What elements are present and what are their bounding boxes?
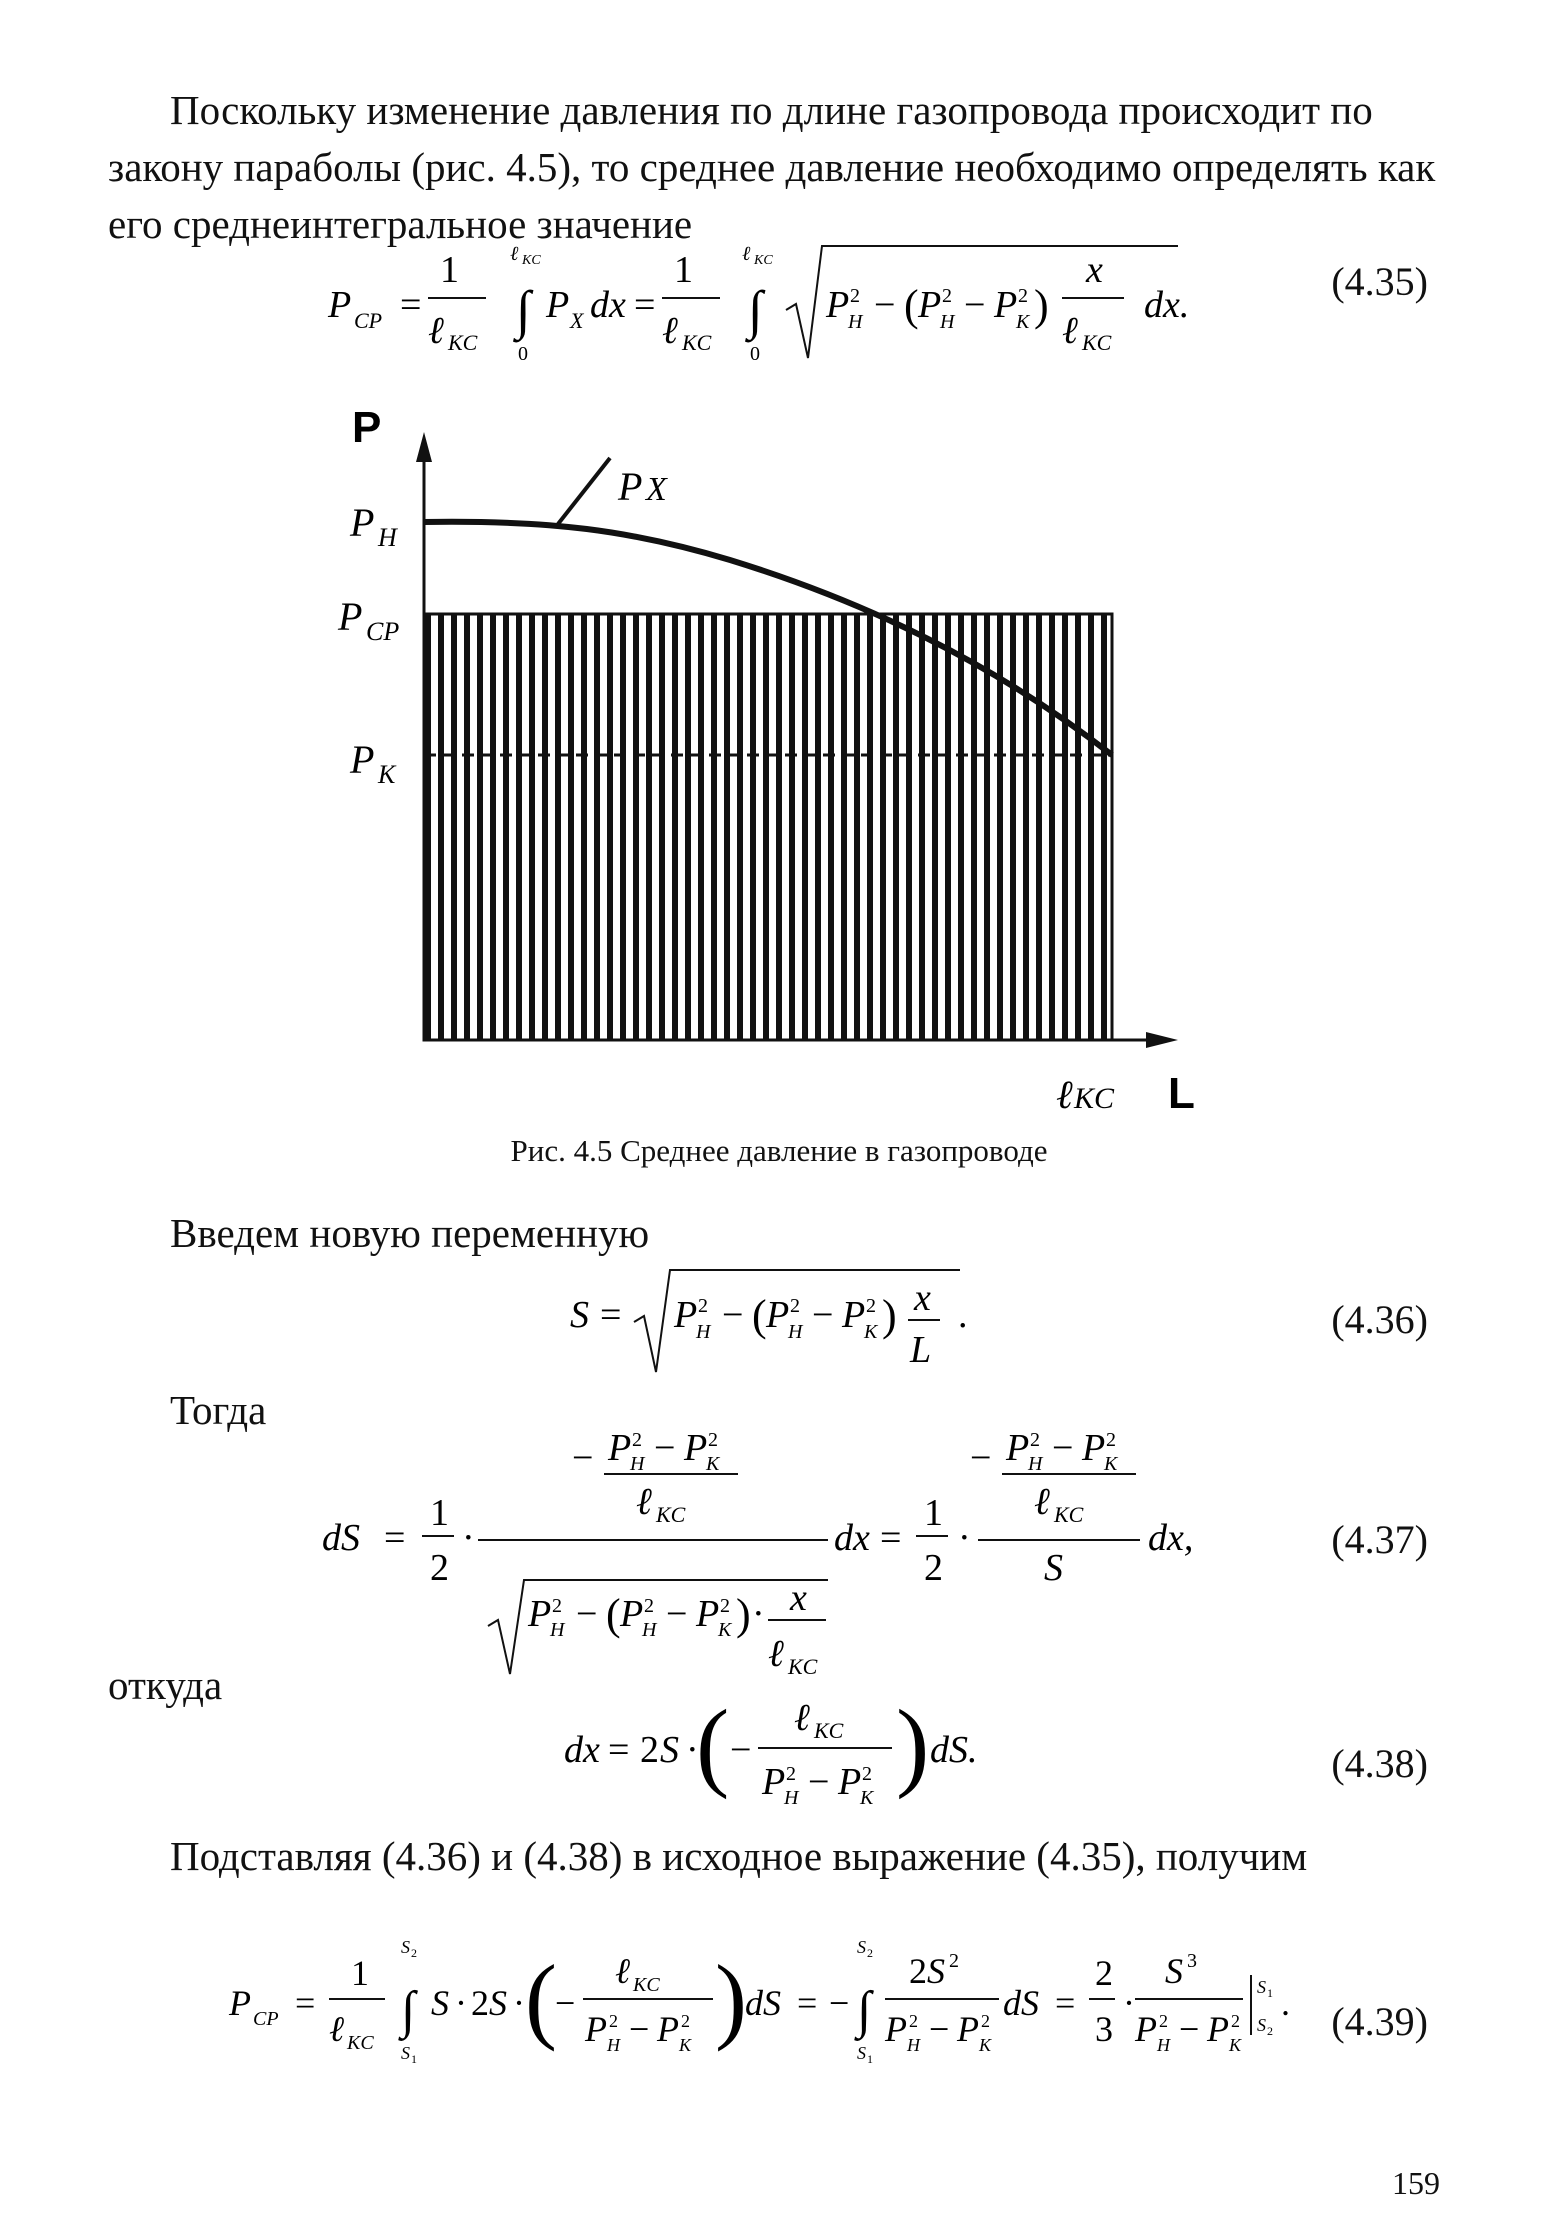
svg-text:P: P [229,1983,251,2023]
svg-text:−: − [666,1593,688,1635]
svg-text:P: P [528,1593,552,1635]
svg-text:∫: ∫ [748,280,763,340]
svg-text:S: S [1257,2015,1266,2035]
svg-text:2: 2 [1231,2011,1240,2031]
svg-text:1: 1 [674,249,693,291]
svg-text:P: P [585,2009,607,2049]
svg-text:P: P [838,1761,862,1803]
svg-text:S: S [401,2043,410,2063]
svg-text:−: − [812,1294,834,1336]
svg-text:P: P [826,284,850,326]
svg-text:P: P [1082,1430,1106,1469]
svg-text:P: P [1207,2009,1229,2049]
svg-text:dS: dS [1003,1983,1039,2023]
svg-text:1: 1 [440,249,459,291]
svg-text:−: − [572,1437,594,1479]
svg-text:−: − [1179,2009,1200,2049]
svg-text:=: = [295,1983,316,2023]
svg-text:ℓ: ℓ [329,2009,344,2049]
svg-text:·: · [455,1983,467,2023]
label-px-sub: X [646,471,667,508]
label-pcp: P [338,594,363,639]
paragraph-intro: Поскольку изменение давления по длине газопровода происходит по закону параболы (рис. 4.5), то среднее давление необходимо определять как его среднеинтегральное значение [108,87,1436,247]
svg-text:K: K [864,1321,878,1343]
svg-text:dx: dx [564,1729,600,1771]
svg-text:−: − [629,2009,650,2049]
svg-text:KC: KC [656,1502,686,1527]
svg-text:S: S [431,1983,449,2023]
paragraph-substituting: Подставляя (4.36) и (4.38) в исходное выражение (4.35), получим [170,1833,1308,1879]
svg-text:=: = [880,1517,902,1559]
equation-number-4-36: (4.36) [1331,1297,1428,1342]
svg-text:P: P [766,1294,790,1336]
svg-text:K: K [718,1619,732,1641]
svg-text:1: 1 [1267,1986,1273,2000]
svg-text:=: = [608,1729,630,1771]
svg-text:dx: dx [590,284,626,326]
equation-number-4-38: (4.38) [1331,1741,1428,1786]
svg-text:S: S [927,1951,945,1991]
svg-text:2: 2 [981,2011,990,2031]
svg-text:1: 1 [867,2052,873,2066]
label-lkc: ℓ [1056,1072,1073,1117]
y-axis-arrow [416,432,432,462]
svg-text:S: S [1044,1547,1063,1589]
svg-text:dS.: dS. [930,1729,978,1771]
svg-text:K: K [860,1787,874,1809]
svg-text:S: S [570,1294,589,1336]
svg-text:P: P [1135,2009,1157,2049]
svg-text:KC: KC [448,330,478,355]
svg-text:=: = [797,1983,818,2023]
svg-text:S: S [660,1729,679,1771]
svg-text:): ) [736,1590,751,1639]
paragraph-new-variable: Введем новую переменную [170,1210,650,1256]
svg-text:2: 2 [430,1547,449,1589]
svg-text:−: − [964,284,986,326]
svg-text:): ) [882,1291,897,1340]
svg-text:S: S [401,1937,410,1957]
svg-text:KC: KC [682,330,712,355]
svg-text:H: H [630,1453,645,1475]
svg-text:x: x [1086,249,1103,291]
svg-text:ℓ: ℓ [428,310,444,352]
svg-text:2: 2 [708,1430,718,1451]
svg-text:=: = [634,284,656,326]
svg-text:2: 2 [1030,1430,1040,1451]
svg-text:): ) [1034,281,1049,330]
equation-4-35 [318,240,1218,370]
svg-text:H: H [907,2035,920,2055]
label-ph: P [350,500,375,545]
svg-text:2: 2 [909,1951,927,1991]
svg-text:dx,: dx, [1148,1517,1194,1559]
svg-text:−: − [808,1761,830,1803]
svg-text:2: 2 [790,1295,800,1317]
svg-text:H: H [1157,2035,1170,2055]
average-pressure-area [424,614,1112,1040]
svg-text:P: P [684,1430,708,1469]
svg-text:1: 1 [430,1492,449,1534]
svg-text:S: S [857,1937,866,1957]
svg-text:H: H [848,311,863,333]
svg-text:=: = [384,1517,406,1559]
svg-text:P: P [674,1294,698,1336]
axis-y-label: P [352,403,382,452]
svg-text:2: 2 [609,2011,618,2031]
svg-text:ℓ: ℓ [1034,1481,1050,1523]
svg-text:2: 2 [1095,1953,1113,1993]
svg-text:): ) [896,1690,930,1800]
svg-text:3: 3 [1095,2009,1113,2049]
svg-text:−: − [970,1437,992,1479]
svg-text:K: K [1229,2035,1242,2055]
svg-text:1: 1 [351,1953,369,1993]
svg-text:CP: CP [253,2008,279,2030]
label-px: P [618,464,643,509]
figure-caption: Рис. 4.5 Среднее давление в газопроводе [510,1133,1048,1168]
svg-text:S: S [1257,1977,1266,1997]
svg-text:H: H [550,1619,565,1641]
equation-number-4-37: (4.37) [1331,1517,1428,1562]
svg-text:K: K [1016,311,1030,333]
svg-text:∫: ∫ [516,280,531,340]
svg-text:2: 2 [720,1595,730,1617]
label-ph-sub: H [378,523,397,552]
svg-text:KC: KC [754,253,773,268]
svg-text:2: 2 [924,1547,943,1589]
svg-text:ℓ: ℓ [615,1951,630,1991]
svg-text:KC: KC [814,1718,844,1743]
svg-text:P: P [957,2009,979,2049]
svg-text:dx: dx [834,1517,870,1559]
svg-text:H: H [642,1619,657,1641]
svg-text:−: − [1052,1430,1074,1469]
equation-4-37 [318,1430,1218,1680]
svg-text:K: K [706,1453,720,1475]
label-pcp-sub: CP [366,617,400,646]
svg-text:P: P [696,1593,720,1635]
svg-text:ℓ: ℓ [794,1697,810,1739]
svg-text:P: P [994,284,1018,326]
svg-text:KC: KC [633,1974,660,1996]
svg-text:P: P [328,284,352,326]
svg-text:KC: KC [1082,330,1112,355]
svg-text:S: S [1165,1951,1183,1991]
equation-4-36 [560,1262,1000,1382]
svg-text:ℓ: ℓ [636,1481,652,1523]
svg-text:1: 1 [411,2052,417,2066]
svg-text:·: · [686,1729,699,1771]
svg-text:3: 3 [1187,1950,1197,1972]
svg-text:−: − [829,1983,850,2023]
svg-text:=: = [1055,1983,1076,2023]
svg-text:2: 2 [850,285,860,307]
svg-text:): ) [715,1945,747,2052]
paragraph-then: Тогда [170,1387,267,1433]
label-pk-sub: K [378,760,396,789]
page-number: 159 [1392,2165,1440,2201]
svg-text:K: K [679,2035,692,2055]
svg-text:KC: KC [522,253,541,268]
svg-text:2: 2 [471,1983,489,2023]
svg-text:=: = [400,284,422,326]
svg-text:−: − [576,1593,598,1635]
svg-text:H: H [784,1787,799,1809]
svg-text:ℓ: ℓ [510,243,519,265]
axis-x-label: L [1168,1069,1195,1118]
svg-text:·: · [958,1517,971,1559]
svg-text:−: − [722,1294,744,1336]
svg-text:P: P [620,1593,644,1635]
svg-text:P: P [762,1761,786,1803]
svg-text:2: 2 [786,1763,796,1785]
svg-text:2: 2 [1267,2024,1273,2038]
svg-text:−: − [654,1430,676,1469]
svg-text:2: 2 [681,2011,690,2031]
svg-text:2: 2 [644,1595,654,1617]
svg-text:−: − [555,1983,576,2023]
svg-text:1: 1 [924,1492,943,1534]
svg-text:KC: KC [347,2032,374,2054]
svg-text:K: K [979,2035,992,2055]
svg-text:(: ( [904,281,919,330]
svg-text:ℓ: ℓ [662,310,678,352]
x-axis-arrow [1146,1032,1178,1048]
svg-text:P: P [842,1294,866,1336]
equation-4-39 [225,1935,1325,2075]
svg-text:K: K [1104,1453,1118,1475]
svg-text:.: . [1281,1983,1290,2023]
svg-text:2: 2 [1106,1430,1116,1451]
svg-text:ℓ: ℓ [768,1633,784,1675]
svg-text:0: 0 [518,343,528,365]
svg-text:KC: KC [1054,1502,1084,1527]
paragraph-whence: откуда [108,1662,223,1708]
svg-text:2: 2 [866,1295,876,1317]
svg-text:=: = [600,1294,622,1336]
svg-text:·: · [513,1983,525,2023]
svg-text:H: H [696,1321,711,1343]
svg-text:·: · [1123,1983,1135,2023]
svg-text:2: 2 [867,1946,873,1960]
svg-text:−: − [874,284,896,326]
svg-text:0: 0 [750,343,760,365]
svg-text:H: H [1028,1453,1043,1475]
svg-text:2: 2 [1018,285,1028,307]
svg-text:L: L [910,1329,932,1371]
svg-text:(: ( [696,1690,730,1800]
svg-text:CP: CP [354,308,383,333]
svg-text:−: − [730,1729,752,1771]
svg-text:X: X [570,308,584,333]
svg-text:2: 2 [909,2011,918,2031]
svg-text:dS: dS [322,1517,360,1559]
svg-text:−: − [929,2009,950,2049]
svg-text:P: P [657,2009,679,2049]
svg-text:ℓ: ℓ [742,243,751,265]
svg-text:dx.: dx. [1144,284,1190,326]
svg-text:2: 2 [552,1595,562,1617]
svg-text:·: · [752,1593,765,1635]
svg-text:2: 2 [632,1430,642,1451]
svg-text:2: 2 [1159,2011,1168,2031]
svg-text:P: P [546,284,570,326]
equation-number-4-39: (4.39) [1331,1999,1428,2044]
svg-text:P: P [885,2009,907,2049]
svg-text:H: H [788,1321,803,1343]
svg-text:ℓ: ℓ [1062,310,1078,352]
svg-text:KC: KC [788,1654,818,1679]
svg-text:H: H [940,311,955,333]
figure-4-5 [300,390,1200,1120]
equation-number-4-35: (4.35) [1331,259,1428,304]
svg-text:P: P [608,1430,632,1469]
svg-text:(: ( [525,1945,557,2052]
svg-text:∫: ∫ [401,1982,416,2039]
svg-text:·: · [462,1517,475,1559]
svg-text:2: 2 [862,1763,872,1785]
svg-text:2: 2 [698,1295,708,1317]
svg-text:2: 2 [411,1946,417,1960]
svg-text:S: S [857,2043,866,2063]
equation-4-38 [560,1690,1000,1820]
px-leader-line [558,458,610,524]
svg-text:2: 2 [640,1729,659,1771]
label-pk: P [350,737,375,782]
svg-text:dS: dS [745,1983,781,2023]
svg-text:P: P [918,284,942,326]
label-lkc-sub: KC [1074,1082,1115,1115]
svg-text:(: ( [752,1291,767,1340]
svg-text:(: ( [606,1590,621,1639]
svg-text:∫: ∫ [857,1982,872,2039]
svg-text:H: H [607,2035,620,2055]
svg-text:S: S [489,1983,507,2023]
svg-text:x: x [914,1277,931,1319]
svg-text:.: . [958,1294,968,1336]
svg-text:2: 2 [942,285,952,307]
svg-text:2: 2 [949,1950,959,1972]
svg-text:x: x [790,1577,807,1619]
svg-text:P: P [1006,1430,1030,1469]
